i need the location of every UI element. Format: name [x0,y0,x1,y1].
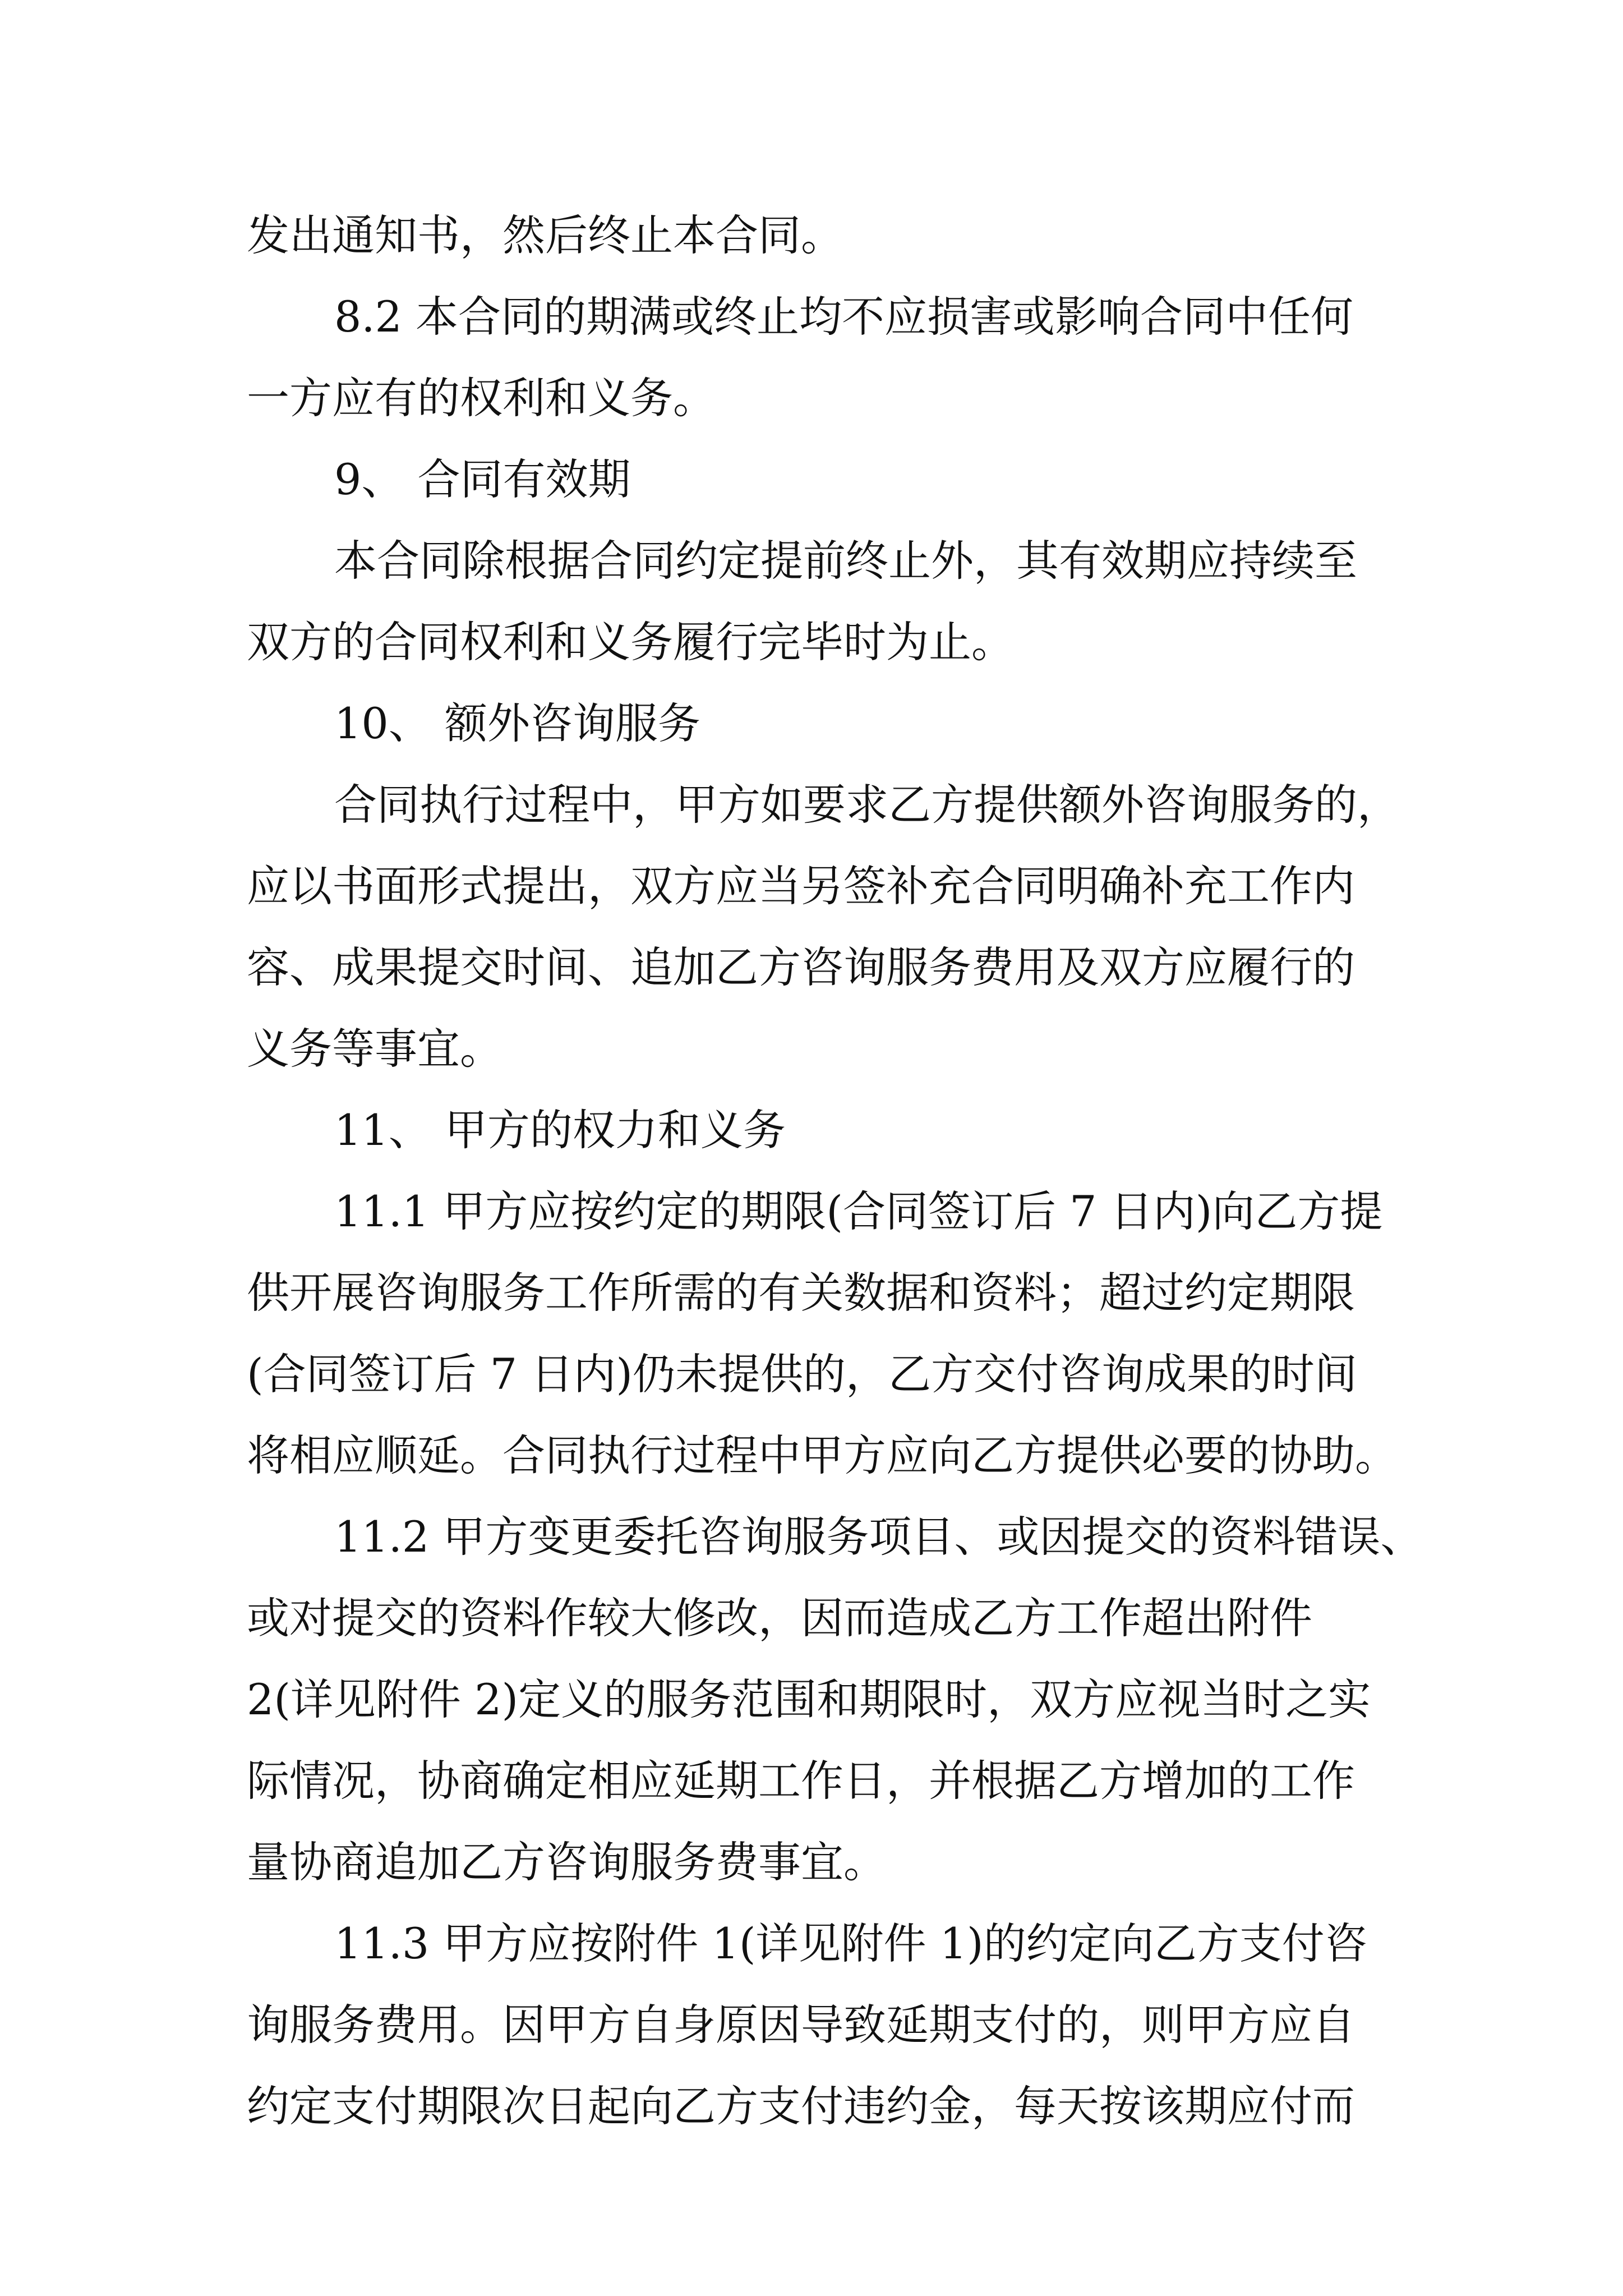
text-line: 容、成果提交时间、追加乙方咨询服务费用及双方应履行的 [247,942,1355,992]
text-line: (合同签订后 7 日内)仍未提供的，乙方交付咨询成果的时间 [247,1349,1357,1399]
text-line: 11.2 甲方变更委托咨询服务项目、或因提交的资料错误、 [334,1512,1423,1562]
text-line: 际情况，协商确定相应延期工作日，并根据乙方增加的工作 [247,1756,1355,1806]
text-line: 8.2 本合同的期满或终止均不应损害或影响合同中任何 [334,292,1354,342]
text-line: 一方应有的权利和义务。 [247,373,716,423]
text-line: 义务等事宜。 [247,1024,502,1074]
text-line: 量协商追加乙方咨询服务费事宜。 [247,1837,886,1887]
text-line: 11.1 甲方应按约定的期限(合同签订后 7 日内)向乙方提 [334,1186,1383,1236]
text-line: 双方的合同权利和义务履行完毕时为止。 [247,617,1014,667]
text-line: 将相应顺延。合同执行过程中甲方应向乙方提供必要的协助。 [247,1430,1398,1480]
text-line: 约定支付期限次日起向乙方支付违约金，每天按该期应付而 [247,2081,1355,2131]
text-line: 合同执行过程中，甲方如要求乙方提供额外咨询服务的， [334,780,1400,830]
section-heading: 11、 甲方的权力和义务 [334,1105,786,1155]
text-line: 11.3 甲方应按附件 1(详见附件 1)的约定向乙方支付咨 [334,1918,1367,1968]
text-line: 应以书面形式提出，双方应当另签补充合同明确补充工作内 [247,861,1355,911]
text-line: 询服务费用。因甲方自身原因导致延期支付的，则甲方应自 [247,2000,1355,2050]
text-line: 本合同除根据合同约定提前终止外，其有效期应持续至 [334,536,1357,586]
text-line: 发出通知书，然后终止本合同。 [247,210,843,260]
text-line: 供开展咨询服务工作所需的有关数据和资料；超过约定期限 [247,1268,1355,1318]
text-line: 或对提交的资料作较大修改，因而造成乙方工作超出附件 [247,1593,1312,1643]
text-line: 2(详见附件 2)定义的服务范围和期限时，双方应视当时之实 [247,1674,1371,1724]
section-heading: 9、 合同有效期 [334,454,631,504]
section-heading: 10、 额外咨询服务 [334,698,700,748]
